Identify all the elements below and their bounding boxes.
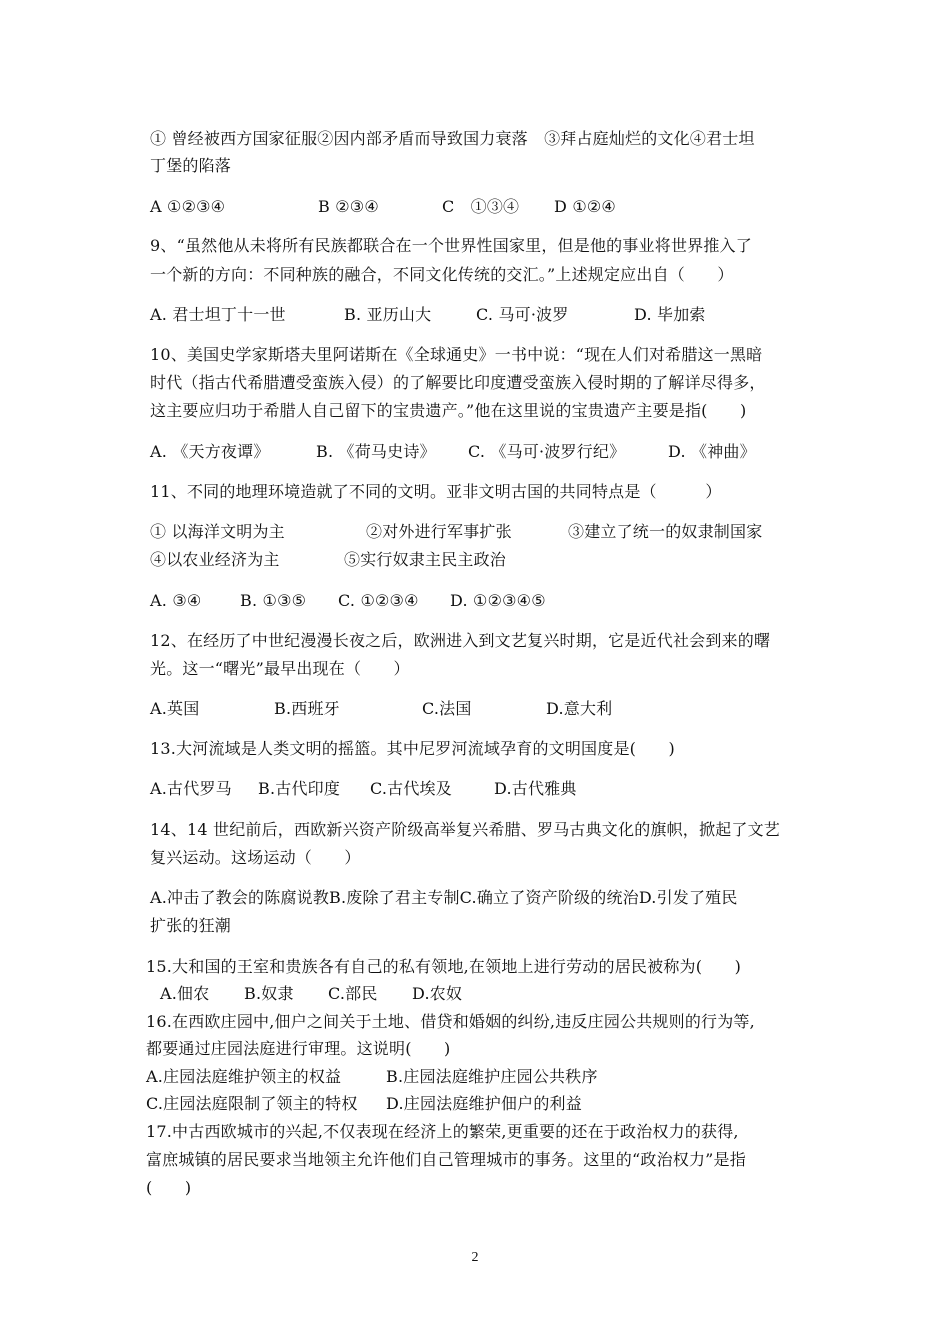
q9-option-d: D. 毕加索 [634,305,706,324]
q15-option-a: A.佃农 [160,984,210,1003]
q12-option-d: D.意大利 [546,699,613,718]
q10-option-b: B. 《荷马史诗》 [316,442,436,461]
q11-item-5: ⑤实行奴隶主民主政治 [344,550,507,569]
q14-options-line-1: A.冲击了教会的陈腐说教B.废除了君主专制C.确立了资产阶级的统治D.引发了殖民 [150,888,738,907]
q8-option-b: B ②③④ [318,197,379,216]
q11-option-a: A. ③④ [150,591,202,610]
q8-line-1: ① 曾经被西方国家征服②因内部矛盾而导致国力衰落 ③拜占庭灿烂的文化④君士坦 [150,129,755,148]
q12-line-1: 12、在经历了中世纪漫漫长夜之后，欧洲进入到文艺复兴时期，它是近代社会到来的曙 [150,631,771,650]
q14-line-1: 14、14 世纪前后，西欧新兴资产阶级高举复兴希腊、罗马古典文化的旗帜，掀起了文艺 [150,820,781,839]
q15-option-d: D.农奴 [412,984,463,1003]
q14-line-2: 复兴运动。这场运动（ ） [150,848,361,867]
q16-option-a: A.庄园法庭维护领主的权益 [146,1067,342,1086]
q11-option-d: D. ①②③④⑤ [450,591,546,610]
q11-item-1: ① 以海洋文明为主 [150,522,285,541]
q10-option-c: C. 《马可·波罗行纪》 [468,442,626,461]
q16-line-2: 都要通过庄园法庭进行审理。这说明( ) [146,1039,451,1058]
q12-option-c: C.法国 [422,699,472,718]
q13-option-c: C.古代埃及 [370,779,452,798]
q9-option-b: B. 亚历山大 [344,305,432,324]
q9-line-1: 9、“虽然他从未将所有民族都联合在一个世界性国家里，但是他的事业将世界推入了 [150,236,752,255]
q8-option-c: C ①③④ [442,197,520,216]
q12-option-b: B.西班牙 [274,699,340,718]
q13-option-b: B.古代印度 [258,779,341,798]
q11-item-3: ③建立了统一的奴隶制国家 [568,522,763,541]
q11-item-4: ④以农业经济为主 [150,550,280,569]
q10-line-2: 时代（指古代希腊遭受蛮族入侵）的了解要比印度遭受蛮族入侵时期的了解详尽得多， [150,373,766,392]
q13-option-a: A.古代罗马 [150,779,232,798]
q10-option-d: D. 《神曲》 [668,442,756,461]
q17-line-1: 17.中古西欧城市的兴起,不仅表现在经济上的繁荣,更重要的还在于政治权力的获得, [146,1122,739,1141]
q9-line-2: 一个新的方向：不同种族的融合，不同文化传统的交汇。”上述规定应出自（ ） [150,265,734,284]
q8-line-2: 丁堡的陷落 [150,156,232,175]
q9-option-c: C. 马可·波罗 [476,305,569,324]
page-number: 2 [471,1250,479,1265]
q15-option-c: C.部民 [328,984,378,1003]
q11-option-c: C. ①②③④ [338,591,419,610]
q10-option-a: A. 《天方夜谭》 [150,442,270,461]
q8-option-a: A ①②③④ [150,197,226,216]
q12-option-a: A.英国 [150,699,200,718]
q15-option-b: B.奴隶 [244,984,294,1003]
q10-line-1: 10、美国史学家斯塔夫里阿诺斯在《全球通史》一书中说：“现在人们对希腊这一黑暗 [150,345,763,364]
q11-item-2: ②对外进行军事扩张 [366,522,512,541]
q17-line-3: ( ) [146,1178,192,1197]
q16-option-b: B.庄园法庭维护庄园公共秩序 [386,1067,598,1086]
q11-line-1: 11、不同的地理环境造就了不同的文明。亚非文明古国的共同特点是（ ） [150,482,722,501]
q12-line-2: 光。这一“曙光”最早出现在（ ） [150,659,410,678]
q10-line-3: 这主要应归功于希腊人自己留下的宝贵遗产。”他在这里说的宝贵遗产主要是指( ) [150,401,747,420]
q15-line-1: 15.大和国的王室和贵族各有自己的私有领地,在领地上进行劳动的居民被称为( ) [146,957,742,976]
q9-option-a: A. 君士坦丁十一世 [150,305,286,324]
q14-options-line-2: 扩张的狂潮 [150,916,232,935]
q13-line-1: 13.大河流域是人类文明的摇篮。其中尼罗河流域孕育的文明国度是( ) [150,739,675,758]
q8-option-d: D ①②④ [554,197,616,216]
q16-option-c: C.庄园法庭限制了领主的特权 [146,1094,358,1113]
q17-line-2: 富庶城镇的居民要求当地领主允许他们自己管理城市的事务。这里的“政治权力”是指 [146,1150,746,1169]
q16-option-d: D.庄园法庭维护佃户的利益 [386,1094,582,1113]
q11-option-b: B. ①③⑤ [240,591,307,610]
q16-line-1: 16.在西欧庄园中,佃户之间关于土地、借贷和婚姻的纠纷,违反庄园公共规则的行为等, [146,1012,755,1031]
q13-option-d: D.古代雅典 [494,779,577,798]
